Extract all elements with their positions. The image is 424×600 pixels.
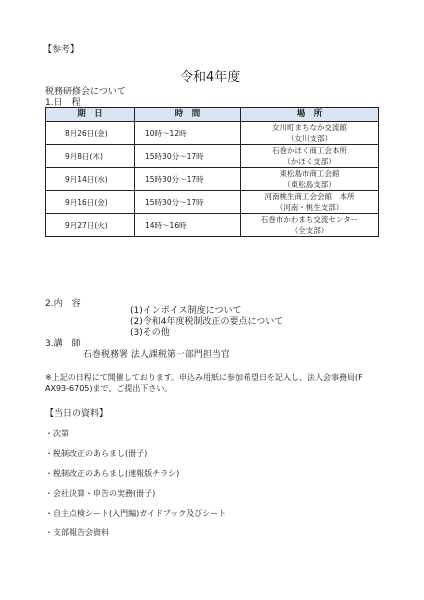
table-header-row: [46, 108, 379, 122]
section-lecturer-heading: 3.講 師: [45, 339, 81, 349]
place-branch: （女川支部）: [287, 134, 332, 143]
schedule-table: [45, 107, 379, 237]
section-schedule-heading: 1.日 程: [45, 98, 81, 108]
note-line: ※上記の日程にて開催しております。申込み用紙に参加希望日を記入し、法人会事務局(F: [45, 373, 363, 382]
row-place: [241, 122, 379, 145]
header-date: 期 日: [46, 108, 135, 122]
material-item: ・会社決算・申告の実務(冊子): [45, 489, 156, 498]
place-name: 石巻市かわまち交流センター: [260, 215, 359, 224]
table-row: [46, 191, 379, 214]
row-date: 9月16日(金): [46, 191, 135, 214]
place-name: 河南桃生商工会会館 本所: [264, 192, 355, 201]
table-row: [46, 122, 379, 145]
material-item: ・税制改正のあらまし(冊子): [45, 449, 148, 458]
place-name: 石巻かほく商工会本所: [272, 146, 347, 155]
page-title: 令和4年度: [180, 70, 241, 85]
header-place: 場 所: [241, 108, 379, 122]
place-branch: （河南・桃生支部）: [275, 203, 344, 212]
note-line: AX93-6705)まで、ご提出下さい。: [45, 384, 173, 393]
row-time: 14時～16時: [135, 214, 241, 237]
table-row: [46, 214, 379, 237]
row-date: 9月14日(水): [46, 168, 135, 191]
row-time: 15時30分～17時: [135, 168, 241, 191]
place-name: 東松島市商工会館: [279, 169, 340, 178]
table-row: [46, 168, 379, 191]
materials-heading: 【当日の資料】: [45, 409, 109, 419]
material-item: ・次第: [45, 429, 69, 438]
row-place: [241, 168, 379, 191]
lecturer-name: 石巻税務署 法人課税第一部門担当官: [83, 350, 230, 360]
header-time: 時 間: [135, 108, 241, 122]
place-name: 女川町まちなか交流館: [272, 123, 347, 132]
material-item: ・税制改正のあらまし(速報版チラシ): [45, 469, 180, 478]
content-item: (3)その他: [130, 328, 170, 338]
content-item: (1)インボイス制度について: [130, 306, 242, 316]
reference-tag: 【参考】: [43, 45, 80, 55]
row-time: 15時30分～17時: [135, 145, 241, 168]
row-date: 9月8日(木): [46, 145, 135, 168]
row-place: [241, 191, 379, 214]
table-row: [46, 145, 379, 168]
place-branch: （東松島支部）: [283, 180, 336, 189]
material-item: ・自主点検シート(入門編)ガイドブック及びシート: [45, 509, 227, 518]
content-item: (2)令和4年度税制改正の要点について: [130, 317, 284, 327]
row-date: 9月27日(火): [46, 214, 135, 237]
section-content-heading: 2.内 容: [45, 299, 81, 309]
subtitle: 税務研修会について: [45, 87, 126, 97]
row-date: 8月26日(金): [46, 122, 135, 145]
row-place: [241, 214, 379, 237]
place-branch: （全支部）: [290, 226, 329, 235]
row-time: 15時30分～17時: [135, 191, 241, 214]
row-time: 10時～12時: [135, 122, 241, 145]
material-item: ・支部報告会資料: [45, 528, 109, 537]
place-branch: （かほく支部）: [283, 157, 336, 166]
row-place: [241, 145, 379, 168]
